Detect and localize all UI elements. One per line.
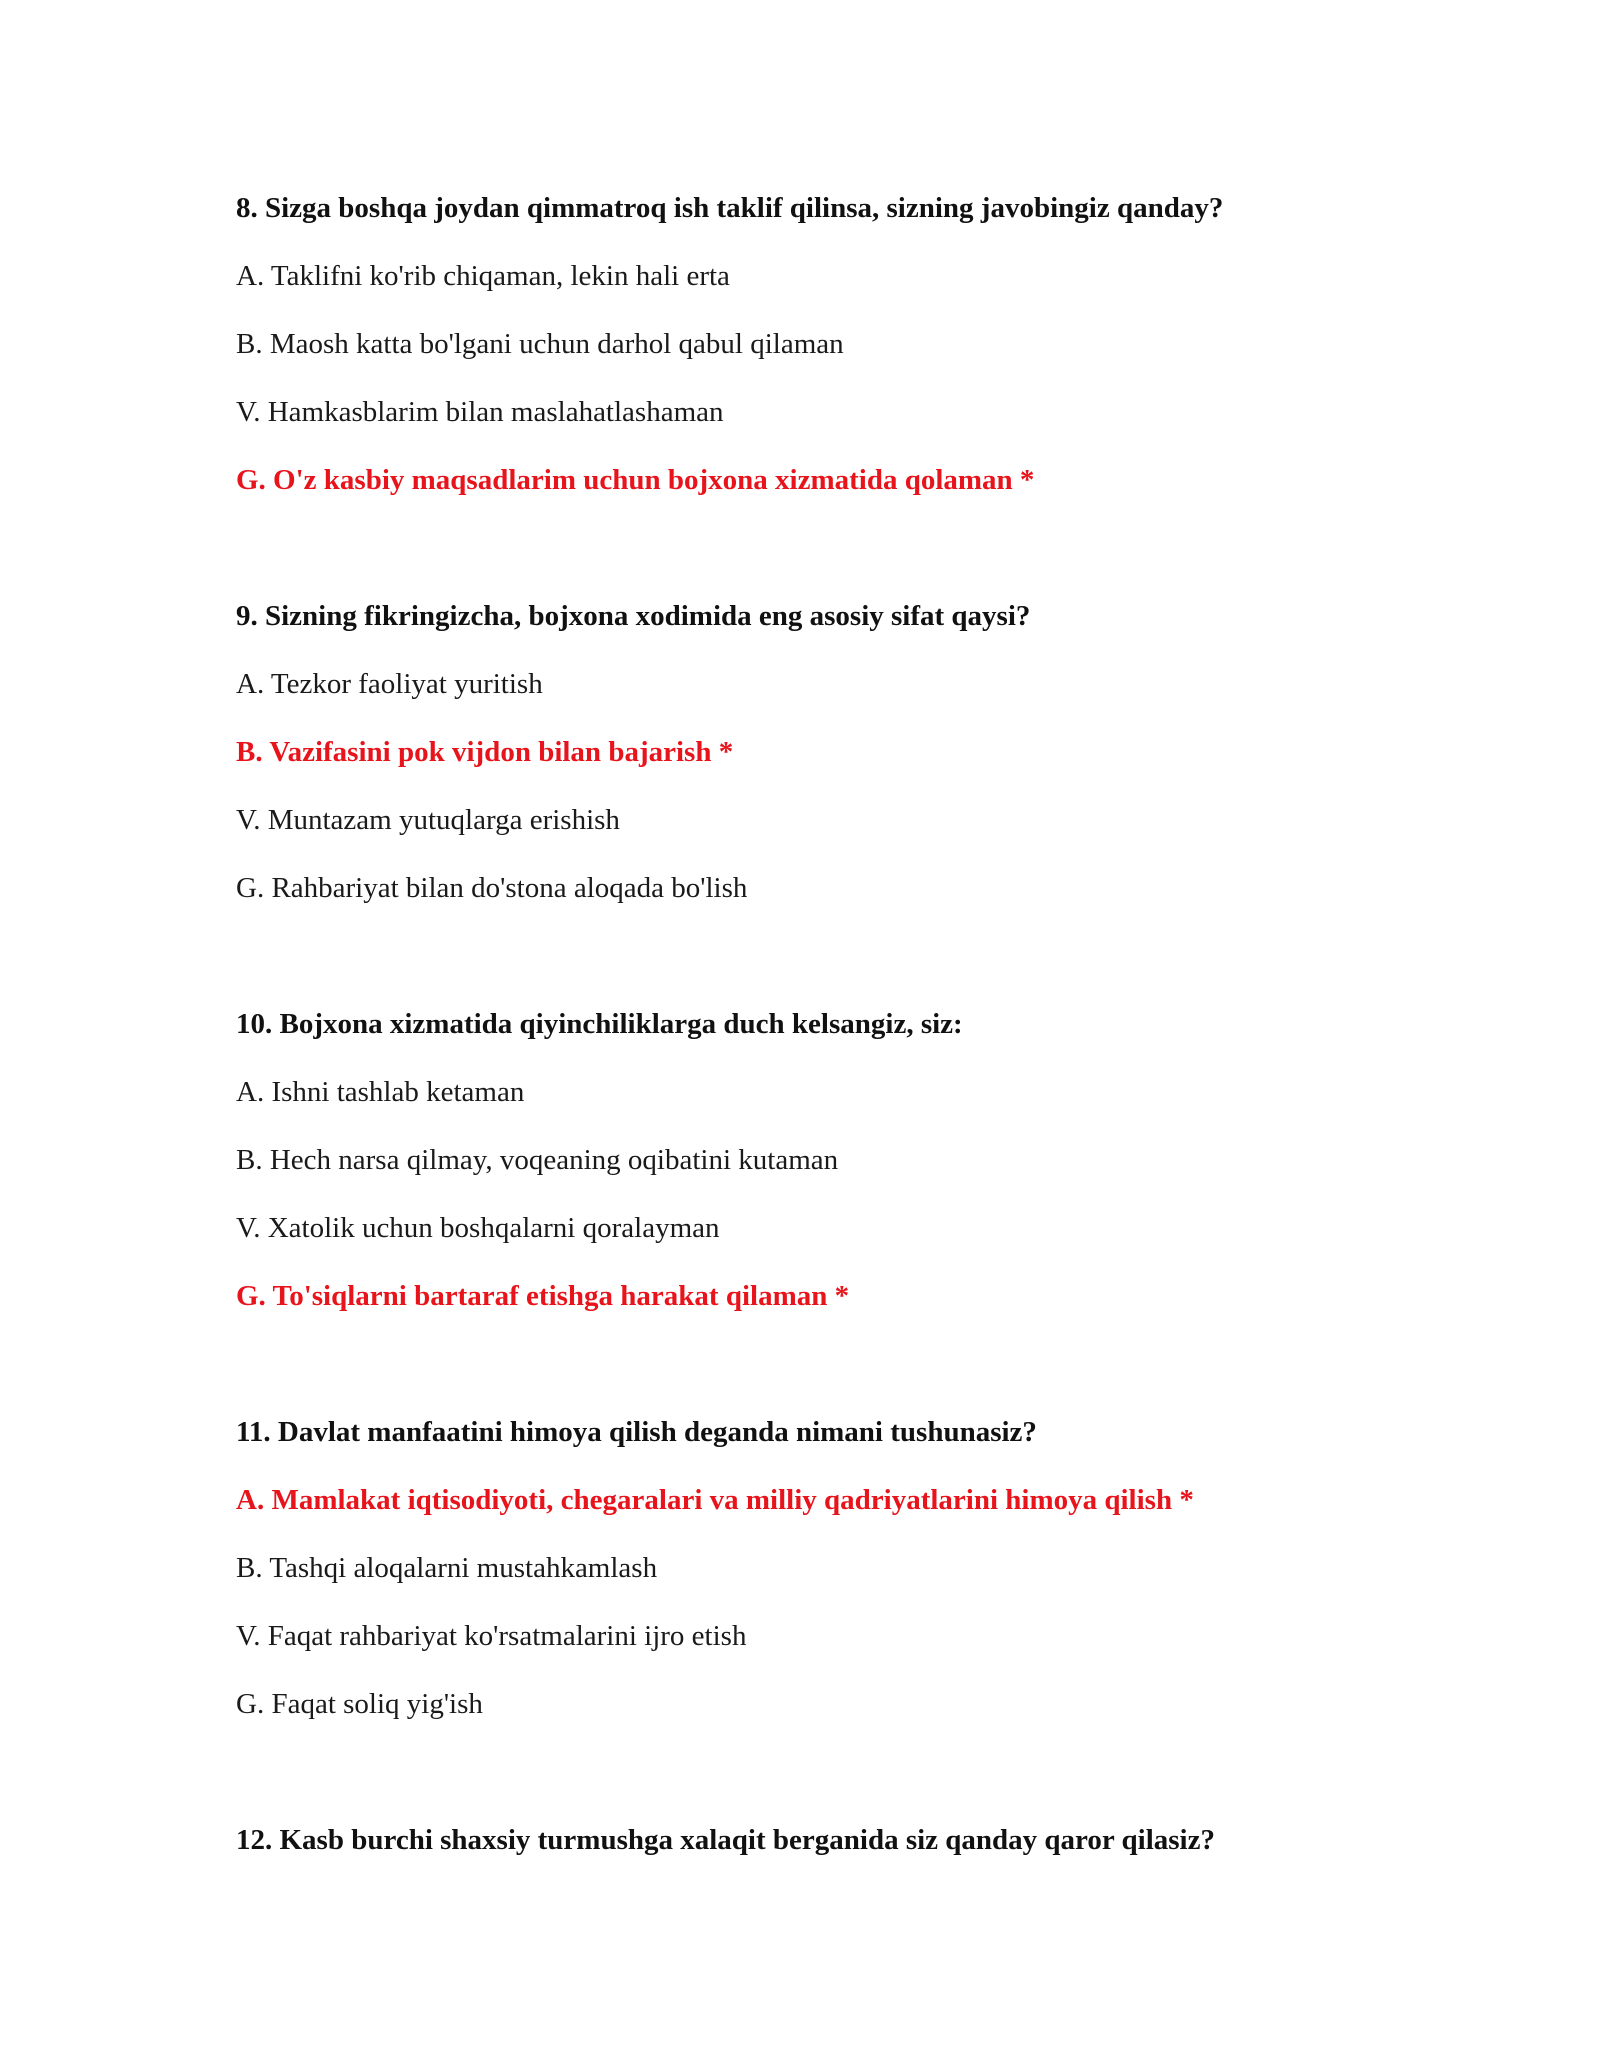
question-9-option-v: V. Muntazam yutuqlarga erishish bbox=[236, 804, 620, 836]
question-11-text: 11. Davlat manfaatini himoya qilish deganda nimani tushunasiz? bbox=[236, 1416, 1037, 1448]
question-10-option-a: A. Ishni tashlab ketaman bbox=[236, 1076, 525, 1108]
question-8-option-a: A. Taklifni ko'rib chiqaman, lekin hali erta bbox=[236, 260, 730, 292]
question-9-text: 9. Sizning fikringizcha, bojxona xodimida eng asosiy sifat qaysi? bbox=[236, 600, 1031, 632]
question-9-option-a: A. Tezkor faoliyat yuritish bbox=[236, 668, 543, 700]
question-8-option-v: V. Hamkasblarim bilan maslahatlashaman bbox=[236, 396, 724, 428]
question-10-option-b: B. Hech narsa qilmay, voqeaning oqibatini kutaman bbox=[236, 1144, 839, 1176]
question-8-option-g-correct: G. O'z kasbiy maqsadlarim uchun bojxona xizmatida qolaman * bbox=[236, 464, 1035, 496]
question-10-text: 10. Bojxona xizmatida qiyinchiliklarga duch kelsangiz, siz: bbox=[236, 1008, 963, 1040]
question-12-text: 12. Kasb burchi shaxsiy turmushga xalaqit berganida siz qanday qaror qilasiz? bbox=[236, 1824, 1215, 1856]
question-8-text: 8. Sizga boshqa joydan qimmatroq ish taklif qilinsa, sizning javobingiz qanday? bbox=[236, 192, 1224, 224]
question-11-option-g: G. Faqat soliq yig'ish bbox=[236, 1688, 483, 1720]
question-9-option-g: G. Rahbariyat bilan do'stona aloqada bo'lish bbox=[236, 872, 748, 904]
question-11-option-v: V. Faqat rahbariyat ko'rsatmalarini ijro etish bbox=[236, 1620, 747, 1652]
question-10-option-g-correct: G. To'siqlarni bartaraf etishga harakat qilaman * bbox=[236, 1280, 850, 1312]
question-9-option-b-correct: B. Vazifasini pok vijdon bilan bajarish * bbox=[236, 736, 734, 768]
question-11-option-a-correct: A. Mamlakat iqtisodiyoti, chegaralari va milliy qadriyatlarini himoya qilish * bbox=[236, 1484, 1194, 1516]
question-10-option-v: V. Xatolik uchun boshqalarni qoralayman bbox=[236, 1212, 720, 1244]
question-11-option-b: B. Tashqi aloqalarni mustahkamlash bbox=[236, 1552, 658, 1584]
question-8-option-b: B. Maosh katta bo'lgani uchun darhol qabul qilaman bbox=[236, 328, 844, 360]
